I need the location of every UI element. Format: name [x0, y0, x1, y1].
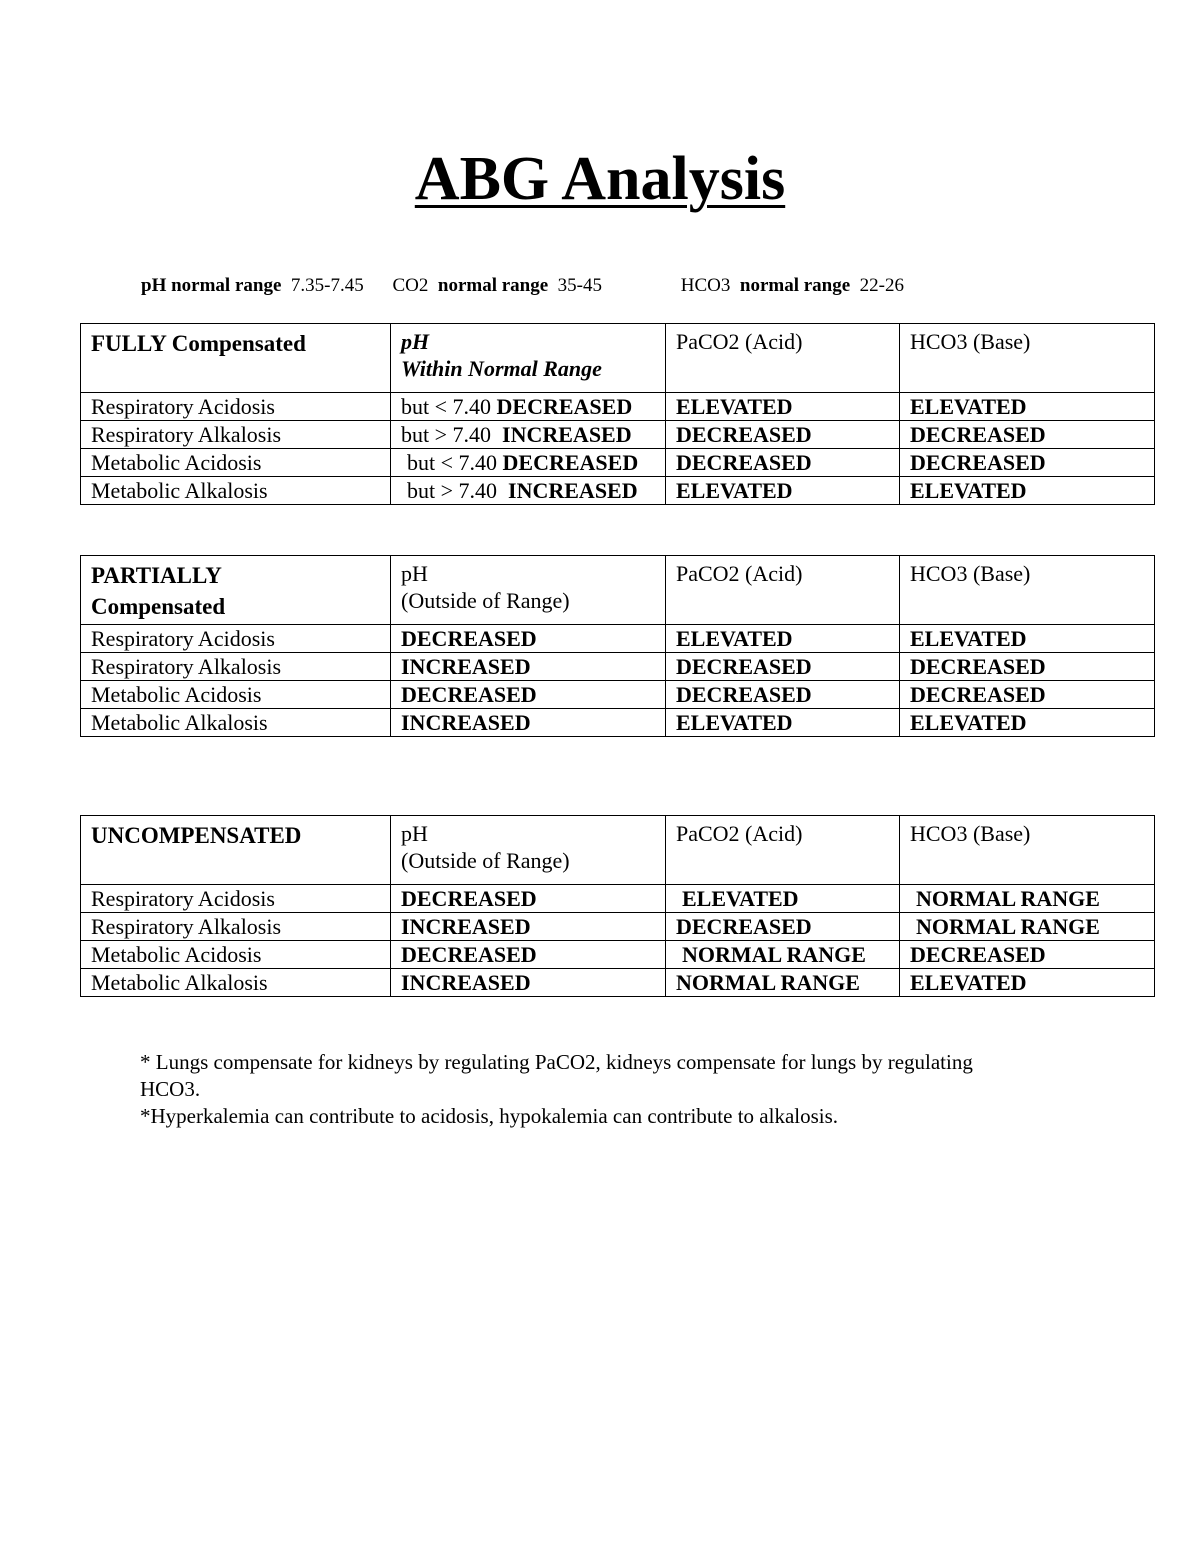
paco2-cell: DECREASED: [666, 913, 900, 941]
table-row: [81, 709, 1155, 737]
paco2-cell: NORMAL RANGE: [666, 969, 900, 997]
table-row: [81, 449, 1155, 477]
condition-cell: Metabolic Acidosis: [81, 449, 391, 477]
ph-header-sub: Within Normal Range: [401, 356, 602, 381]
ph-cell: DECREASED: [391, 681, 666, 709]
partially-compensated-table: [80, 555, 1155, 737]
ph-state: INCREASED: [508, 478, 638, 503]
condition-cell: Metabolic Acidosis: [81, 941, 391, 969]
table-row: [81, 477, 1155, 505]
ph-prefix: but > 7.40: [401, 422, 492, 447]
hco3-cell: ELEVATED: [900, 709, 1155, 737]
paco2-cell: ELEVATED: [666, 477, 900, 505]
table-header-row: [81, 556, 1155, 625]
header-cell: [81, 324, 391, 393]
ph-prefix: but < 7.40: [407, 450, 498, 475]
hco3-cell: ELEVATED: [900, 969, 1155, 997]
condition-cell: Respiratory Acidosis: [81, 393, 391, 421]
ph-range-label: pH normal range: [141, 275, 282, 296]
paco2-cell: DECREASED: [666, 421, 900, 449]
hco3-cell: DECREASED: [900, 421, 1155, 449]
page-title: ABG Analysis: [414, 145, 786, 213]
footnotes: [140, 1049, 1020, 1130]
ph-prefix: but < 7.40: [401, 394, 492, 419]
normal-ranges: [141, 276, 904, 295]
co2-range-label-b: normal range: [437, 275, 549, 296]
ph-cell: INCREASED: [391, 709, 666, 737]
header-cell: [81, 816, 391, 885]
hco3-range-label-a: HCO3: [680, 275, 731, 296]
ph-header-sub: (Outside of Range): [401, 848, 570, 873]
table-row: [81, 941, 1155, 969]
table-row: [81, 393, 1155, 421]
hco3-cell: ELEVATED: [900, 625, 1155, 653]
paco2-cell: ELEVATED: [666, 709, 900, 737]
table-row: [81, 885, 1155, 913]
ph-cell: INCREASED: [391, 913, 666, 941]
hco3-range-label-b: normal range: [739, 275, 851, 296]
hco3-cell: DECREASED: [900, 653, 1155, 681]
ph-header: pH: [401, 821, 428, 846]
ph-header: pH: [401, 329, 430, 354]
hco3-cell: DECREASED: [900, 941, 1155, 969]
footnote-potassium: *Hyperkalemia can contribute to acidosis, hypokalemia can contribute to alkalosis.: [140, 1104, 839, 1128]
hco3-cell: ELEVATED: [900, 477, 1155, 505]
paco2-cell: DECREASED: [666, 681, 900, 709]
ph-cell: DECREASED: [391, 941, 666, 969]
section-title: UNCOMPENSATED: [91, 823, 302, 848]
paco2-cell: ELEVATED: [666, 625, 900, 653]
table-row: [81, 681, 1155, 709]
hco3-cell: DECREASED: [900, 681, 1155, 709]
header-cell: PaCO2 (Acid): [666, 556, 900, 625]
co2-range-label-a: CO2: [392, 275, 429, 296]
header-cell: HCO3 (Base): [900, 556, 1155, 625]
hco3-cell: NORMAL RANGE: [900, 913, 1155, 941]
co2-range-value: 35-45: [557, 275, 602, 296]
condition-cell: Metabolic Alkalosis: [81, 969, 391, 997]
condition-cell: Respiratory Acidosis: [81, 625, 391, 653]
ph-cell: [391, 477, 666, 505]
table-header-row: [81, 324, 1155, 393]
header-cell: [391, 556, 666, 625]
condition-cell: Metabolic Alkalosis: [81, 709, 391, 737]
table-row: [81, 653, 1155, 681]
table-row: [81, 969, 1155, 997]
ph-state: DECREASED: [502, 450, 639, 475]
hco3-cell: NORMAL RANGE: [900, 885, 1155, 913]
ph-cell: INCREASED: [391, 969, 666, 997]
condition-cell: Metabolic Alkalosis: [81, 477, 391, 505]
condition-cell: Metabolic Acidosis: [81, 681, 391, 709]
table-row: [81, 913, 1155, 941]
ph-range-value: 7.35-7.45: [290, 275, 364, 296]
header-cell: PaCO2 (Acid): [666, 816, 900, 885]
header-cell: HCO3 (Base): [900, 324, 1155, 393]
ph-state: DECREASED: [496, 394, 633, 419]
ph-cell: [391, 449, 666, 477]
table-row: [81, 625, 1155, 653]
header-cell: [81, 556, 391, 625]
uncompensated-table: [80, 815, 1155, 997]
ph-cell: [391, 421, 666, 449]
paco2-cell: ELEVATED: [666, 885, 900, 913]
ph-cell: DECREASED: [391, 625, 666, 653]
ph-header-sub: (Outside of Range): [401, 588, 570, 613]
footnote-compensation: * Lungs compensate for kidneys by regulating PaCO2, kidneys compensate for lungs by regulating HCO3.: [140, 1050, 973, 1101]
hco3-range-value: 22-26: [859, 275, 904, 296]
ph-cell: INCREASED: [391, 653, 666, 681]
section-title: PARTIALLY: [91, 563, 222, 588]
table-row: [81, 421, 1155, 449]
ph-header: pH: [401, 561, 428, 586]
condition-cell: Respiratory Alkalosis: [81, 653, 391, 681]
paco2-cell: ELEVATED: [666, 393, 900, 421]
header-cell: HCO3 (Base): [900, 816, 1155, 885]
ph-prefix: but > 7.40: [407, 478, 498, 503]
header-cell: [391, 816, 666, 885]
hco3-cell: ELEVATED: [900, 393, 1155, 421]
section-title: FULLY Compensated: [91, 331, 306, 356]
header-cell: [391, 324, 666, 393]
table-header-row: [81, 816, 1155, 885]
section-title-sub: Compensated: [91, 594, 226, 619]
ph-state: INCREASED: [502, 422, 632, 447]
fully-compensated-table: [80, 323, 1155, 505]
hco3-cell: DECREASED: [900, 449, 1155, 477]
header-cell: PaCO2 (Acid): [666, 324, 900, 393]
paco2-cell: NORMAL RANGE: [666, 941, 900, 969]
condition-cell: Respiratory Alkalosis: [81, 913, 391, 941]
ph-cell: DECREASED: [391, 885, 666, 913]
condition-cell: Respiratory Acidosis: [81, 885, 391, 913]
paco2-cell: DECREASED: [666, 653, 900, 681]
ph-cell: [391, 393, 666, 421]
condition-cell: Respiratory Alkalosis: [81, 421, 391, 449]
paco2-cell: DECREASED: [666, 449, 900, 477]
